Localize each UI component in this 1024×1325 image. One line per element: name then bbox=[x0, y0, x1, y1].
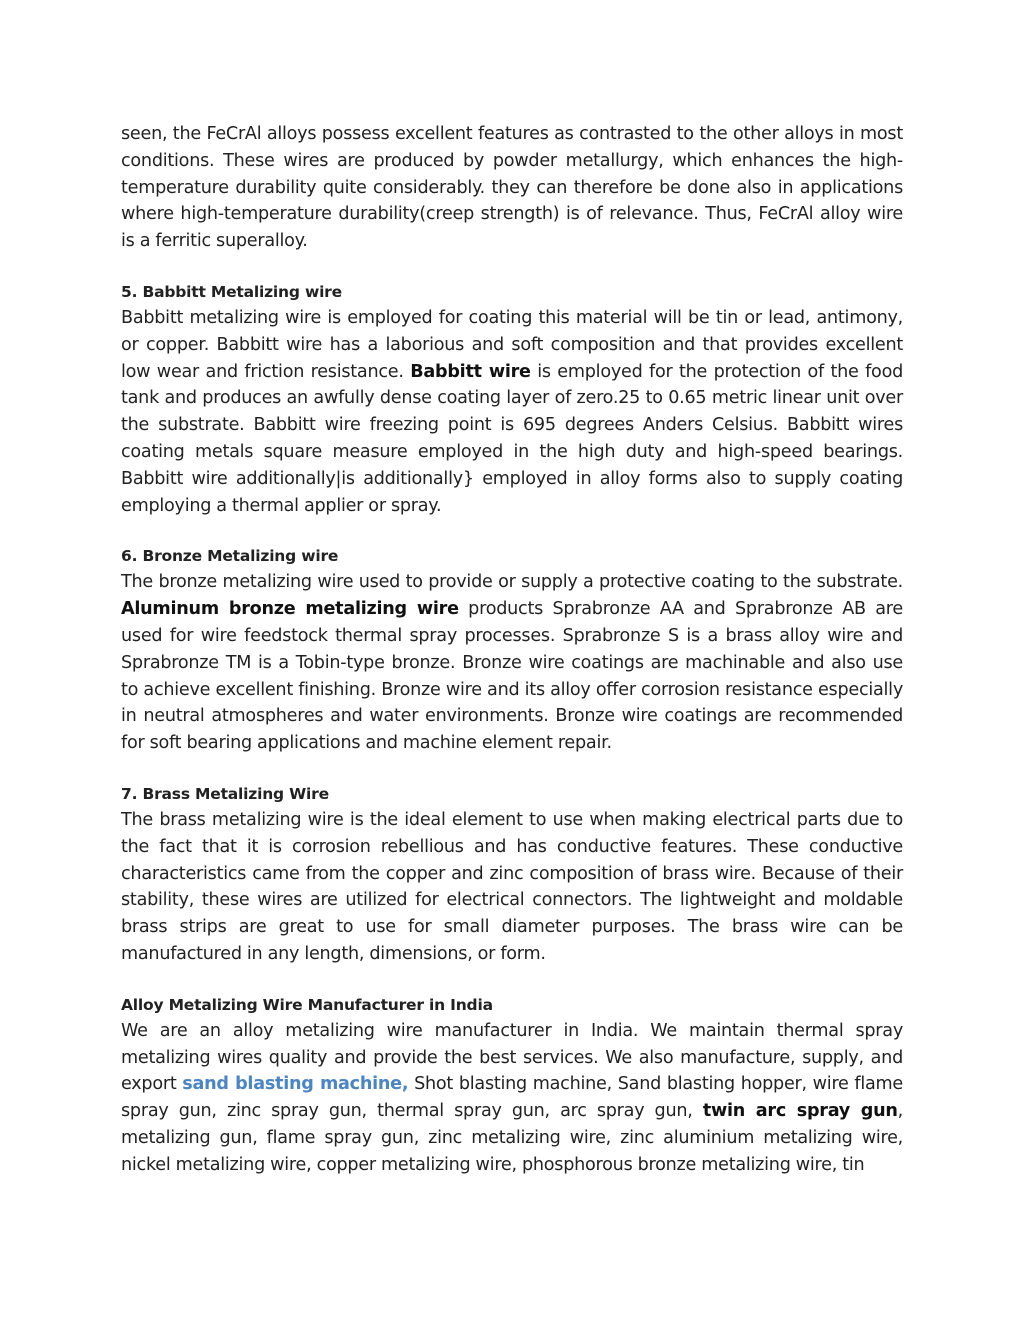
text-run: Shot blasting machine, Sand blasting hopper, wire flame spray gun, zinc spray gun, thermal spray gun, arc spray gun, bbox=[121, 1074, 903, 1122]
paragraph-fecral-continued bbox=[121, 121, 903, 255]
paragraph-brass bbox=[121, 807, 903, 968]
text-run: The bronze metalizing wire used to provide or supply a protective coating to the substrate. bbox=[121, 572, 903, 593]
aluminum-bronze-wire-link[interactable]: Aluminum bronze metalizing wire bbox=[121, 599, 459, 620]
text-run: We are an alloy metalizing wire manufacturer in India. We maintain thermal spray metalizing wires quality and provide the best services. We also manufacture, supply, and export bbox=[121, 1020, 903, 1095]
heading-bronze: 6. Bronze Metalizing wire bbox=[121, 547, 339, 566]
heading-brass: 7. Brass Metalizing Wire bbox=[121, 784, 329, 803]
paragraph-babbitt bbox=[121, 305, 903, 519]
babbitt-wire-link[interactable]: Babbitt wire bbox=[410, 361, 531, 382]
text-run: products Sprabronze AA and Sprabronze AB are used for wire feedstock thermal spray processes. Sprabronze S is a brass alloy wire and Sprabronze TM is a Tobin-type bronze. Bronze wire coatings are machinable and also use to achieve excellent finishing. Bronze wire and its alloy offer corrosion resistance especially in neutral atmospheres and water environments. Bronze wire coatings are recommended for soft bearing applications and machine element repair. bbox=[121, 599, 903, 754]
text-run: seen, the FeCrAl alloys possess excellent features as contrasted to the other alloys in most conditions. These wires are produced by powder metallurgy, which enhances the high-temperature durability quite considerably. they can therefore be done also in applications where high-temperature durability(creep strength) is of relevance. Thus, FeCrAl alloy wire is a ferritic superalloy. bbox=[121, 124, 903, 252]
twin-arc-spray-gun-link[interactable]: twin arc spray gun bbox=[702, 1101, 898, 1122]
text-run: , metalizing gun, flame spray gun, zinc metalizing wire, zinc aluminium metalizing wire, nickel metalizing wire, copper metalizing wire, phosphorous bronze metalizing wire, tin bbox=[121, 1101, 903, 1175]
paragraph-manufacturer bbox=[121, 1018, 903, 1179]
sand-blasting-machine-link[interactable]: sand blasting machine, bbox=[182, 1074, 409, 1095]
document-page bbox=[121, 121, 903, 1179]
text-run: The brass metalizing wire is the ideal element to use when making electrical parts due to the fact that it is corrosion rebellious and has conductive features. These conductive characteristics came from the copper and zinc composition of brass wire. Because of their stability, these wires are utilized for electrical connectors. The lightweight and moldable brass strips are great to use for small diameter purposes. The brass wire can be manufactured in any length, dimensions, or form. bbox=[121, 809, 903, 964]
text-run: Babbitt metalizing wire is employed for coating this material will be tin or lead, antimony, or copper. Babbitt wire has a laborious and soft composition and that provides excellent low wear and friction resistance. bbox=[121, 307, 903, 382]
paragraph-bronze bbox=[121, 569, 903, 757]
heading-babbitt: 5. Babbitt Metalizing wire bbox=[121, 282, 342, 301]
heading-manufacturer: Alloy Metalizing Wire Manufacturer in India bbox=[121, 995, 493, 1014]
text-run: is employed for the protection of the food tank and produces an awfully dense coating layer of zero.25 to 0.65 metric linear unit over the substrate. Babbitt wire freezing point is 695 degrees Anders Celsius. Babbitt wires coating metals square measure employed in the high duty and high-speed bearings. Babbitt wire additionally|is additionally} employed in alloy forms also to supply coating employing a thermal applier or spray. bbox=[121, 361, 903, 516]
